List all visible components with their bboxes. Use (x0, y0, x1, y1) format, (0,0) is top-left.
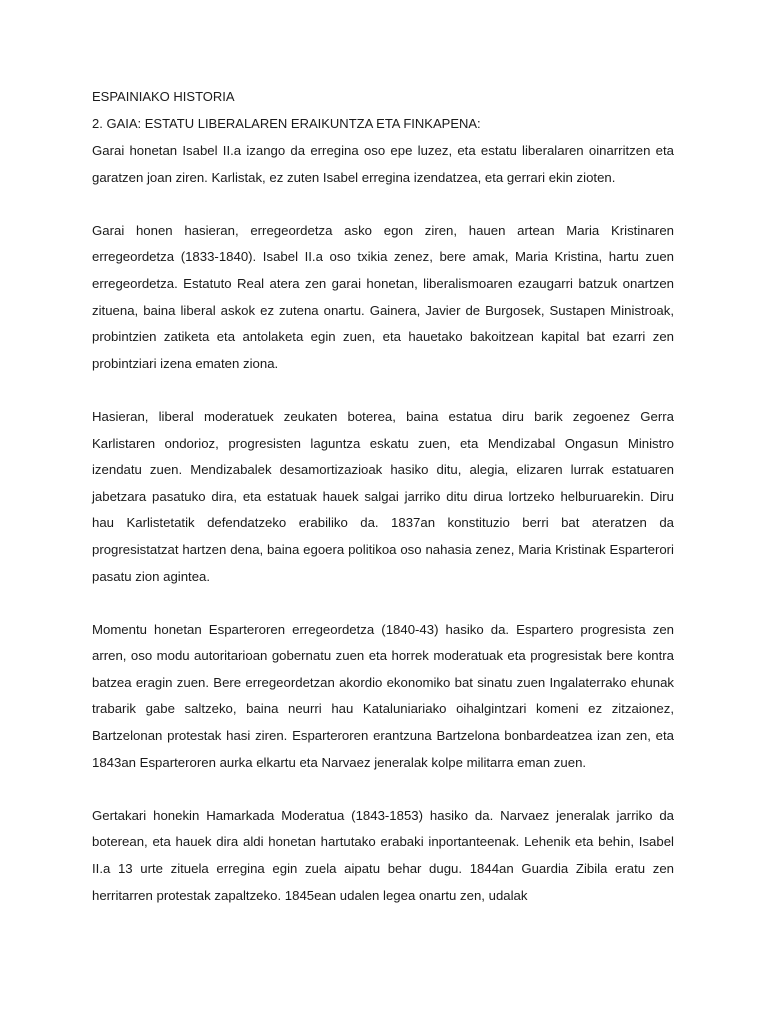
intro-paragraph: Garai honetan Isabel II.a izango da erregina oso epe luzez, eta estatu liberalaren oinarritzen eta garatzen joan ziren. Karlistak, ez zuten Isabel erregina izendatzea, eta gerrari ekin zioten. (92, 143, 674, 185)
document-title: ESPAINIAKO HISTORIA (92, 89, 235, 104)
body-paragraph: Gertakari honekin Hamarkada Moderatua (1843-1853) hasiko da. Narvaez jeneralak jarriko da boterean, eta hauek dira aldi honetan hartutako erabaki inportanteenak. Lehenik eta behin, Isabel II.a 13 urte zituela erregina egin zuela aipatu behar dugu. 1844an Guardia Zibila eratu zen herritarren protestak zapaltzeko. 1845ean udalen legea onartu zen, udalak (92, 807, 674, 903)
body-paragraph: Hasieran, liberal moderatuek zeukaten boterea, baina estatua diru barik zegoenez Gerra Karlistaren ondorioz, progresisten laguntza eskatu zuen, eta Mendizabal Ongasun Ministro izendatu zuen. Mendizabalek desamortizazioak hasiko ditu, alegia, elizaren lurrak estatuaren jabetzara pasatuko dira, eta estatuak hauek salgai jarriko ditu dirua lortzeko helburuarekin. Diru hau Karlistetatik defendatzeko erabiliko da. 1837an konstituzio berri bat ateratzen da progresistatzat hartzen dena, baina egoera politikoa oso nahasia zenez, Maria Kristinak Esparterori pasatu zion agintea. (92, 408, 674, 584)
body-paragraph: Momentu honetan Esparteroren erregeordetza (1840-43) hasiko da. Espartero progresista zen arren, oso modu autoritarioan gobernatu zuen eta horrek moderatuak eta progresistak bere kontra batzea eragin zuen. Bere erregeordetzan akordio ekonomiko bat sinatu zuen Ingalaterrako ehunak trabarik gabe saltzeko, baina neurri hau Kataluniariako oihalgintzari komeni ez zitzaionez, Bartzelonan protestak hasi ziren. Esparteroren erantzuna Bartzelona bonbardeatzea izan zen, eta 1843an Esparteroren aurka elkartu eta Narvaez jeneralak kolpe militarra eman zuen. (92, 621, 674, 770)
document-subtitle: 2. GAIA: ESTATU LIBERALAREN ERAIKUNTZA ETA FINKAPENA: (92, 116, 481, 131)
body-paragraph: Garai honen hasieran, erregeordetza asko egon ziren, hauen artean Maria Kristinaren erregeordetza (1833-1840). Isabel II.a oso txikia zenez, bere amak, Maria Kristina, hartu zuen erregeordetza. Estatuto Real atera zen garai honetan, liberalismoaren ezaugarri batzuk onartzen zituena, baina liberal askok ez zutena onartu. Gainera, Javier de Burgosek, Sustapen Ministroak, probintzien zatiketa eta antolaketa egin zuen, eta hauetako bakoitzean kapital bat ezarri zen probintziari izena ematen ziona. (92, 222, 674, 371)
document-page (92, 86, 674, 909)
